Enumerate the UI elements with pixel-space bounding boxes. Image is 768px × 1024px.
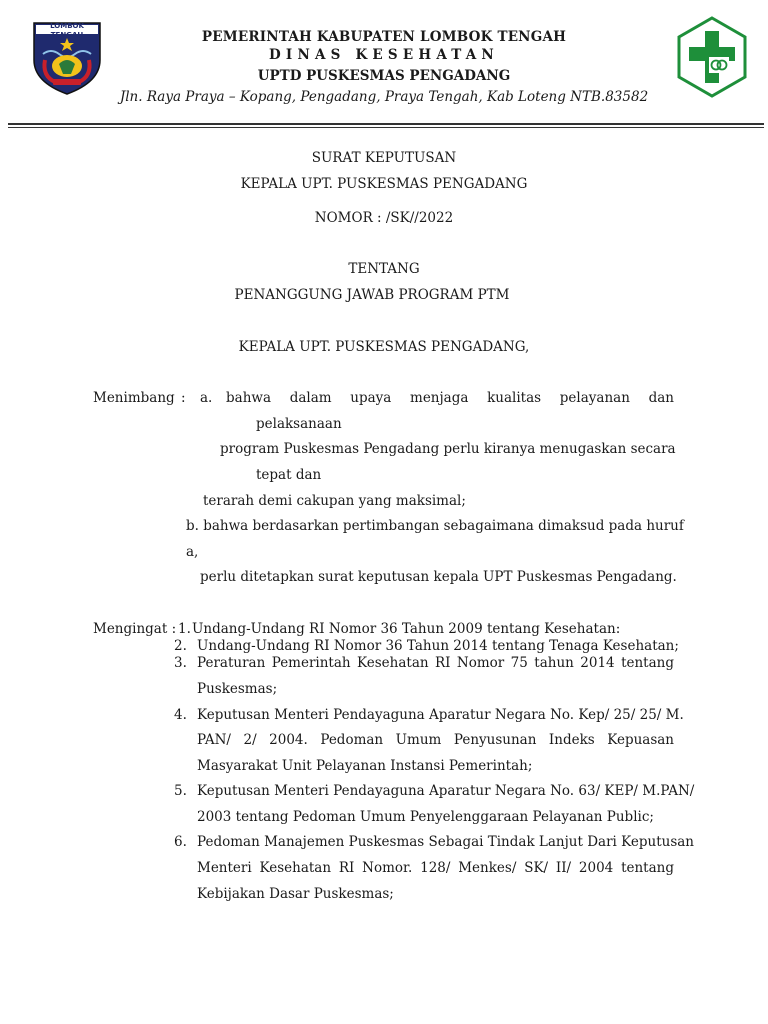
mengingat-item-4-line1: Keputusan Menteri Pendayaguna Aparatur Negara No. Kep/ 25/ 25/ M.: [197, 707, 684, 723]
menimbang-a-line4: tepat dan: [256, 467, 322, 483]
menimbang-colon: :: [181, 390, 186, 406]
mengingat-item-4-line2: PAN/ 2/ 2004. Pedoman Umum Penyusunan Indeks Kepuasan: [197, 732, 674, 748]
mengingat-num-5: 5.: [174, 783, 187, 799]
mengingat-item-6-line2: Menteri Kesehatan RI Nomor. 128/ Menkes/ SK/ II/ 2004 tentang: [197, 860, 674, 876]
mengingat-item-6-line3: Kebijakan Dasar Puskesmas;: [197, 886, 394, 902]
mengingat-item-5-line2: 2003 tentang Pedoman Umum Penyelenggaraan Pelayanan Public;: [197, 809, 654, 825]
mengingat-item-2-line1: Undang-Undang RI Nomor 36 Tahun 2014 tentang Tenaga Kesehatan;: [197, 638, 679, 654]
menimbang-a-line3: program Puskesmas Pengadang perlu kiranya menugaskan secara: [220, 441, 676, 457]
doc-type: SURAT KEPUTUSAN: [311, 150, 457, 166]
doc-issuer: KEPALA UPT. PUSKESMAS PENGADANG: [240, 176, 528, 192]
menimbang-label: Menimbang: [93, 390, 175, 406]
header-department: DINAS KESEHATAN: [269, 47, 499, 63]
doc-subject: PENANGGUNG JAWAB PROGRAM PTM: [234, 287, 510, 303]
mengingat-item-3-line1: Peraturan Pemerintah Kesehatan RI Nomor 75 tahun 2014 tentang: [197, 655, 674, 671]
mengingat-num-1: 1.: [178, 621, 191, 637]
mengingat-num-3: 3.: [174, 655, 187, 671]
menimbang-b-line2: a,: [186, 544, 199, 560]
mengingat-label: Mengingat :: [93, 621, 177, 637]
mengingat-item-4-line3: Masyarakat Unit Pelayanan Instansi Pemerintah;: [197, 758, 533, 774]
header-uptd: UPTD PUSKESMAS PENGADANG: [257, 68, 511, 84]
head-title: KEPALA UPT. PUSKESMAS PENGADANG,: [238, 339, 530, 355]
mengingat-num-4: 4.: [174, 707, 187, 723]
header-divider-thick: [8, 123, 764, 125]
mengingat-item-3-line2: Puskesmas;: [197, 681, 278, 697]
header-address: Jln. Raya Praya – Kopang, Pengadang, Praya Tengah, Kab Loteng NTB.83582: [119, 89, 649, 105]
menimbang-a-line5: terarah demi cakupan yang maksimal;: [203, 493, 466, 509]
menimbang-b-line1: b. bahwa berdasarkan pertimbangan sebagaimana dimaksud pada huruf: [186, 518, 684, 534]
mengingat-num-6: 6.: [174, 834, 187, 850]
mengingat-item-6-line1: Pedoman Manajemen Puskesmas Sebagai Tindak Lanjut Dari Keputusan: [197, 834, 694, 850]
mengingat-item-1-line1: Undang-Undang RI Nomor 36 Tahun 2009 tentang Kesehatan:: [192, 621, 621, 637]
mengingat-num-2: 2.: [174, 638, 187, 654]
menimbang-b-line3: perlu ditetapkan surat keputusan kepala UPT Puskesmas Pengadang.: [200, 569, 677, 585]
menimbang-a-line1: bahwa dalam upaya menjaga kualitas pelayanan dan: [226, 390, 674, 406]
header-divider-thin: [8, 127, 764, 128]
about-label: TENTANG: [348, 261, 420, 277]
doc-number: NOMOR : /SK//2022: [314, 210, 454, 226]
header-government: PEMERINTAH KABUPATEN LOMBOK TENGAH: [201, 29, 567, 45]
mengingat-item-5-line1: Keputusan Menteri Pendayaguna Aparatur Negara No. 63/ KEP/ M.PAN/: [197, 783, 695, 799]
menimbang-a-line2: pelaksanaan: [256, 416, 342, 432]
menimbang-a-marker: a.: [200, 390, 213, 406]
logo-left-text: LOMBOK TENGAH: [50, 22, 84, 39]
